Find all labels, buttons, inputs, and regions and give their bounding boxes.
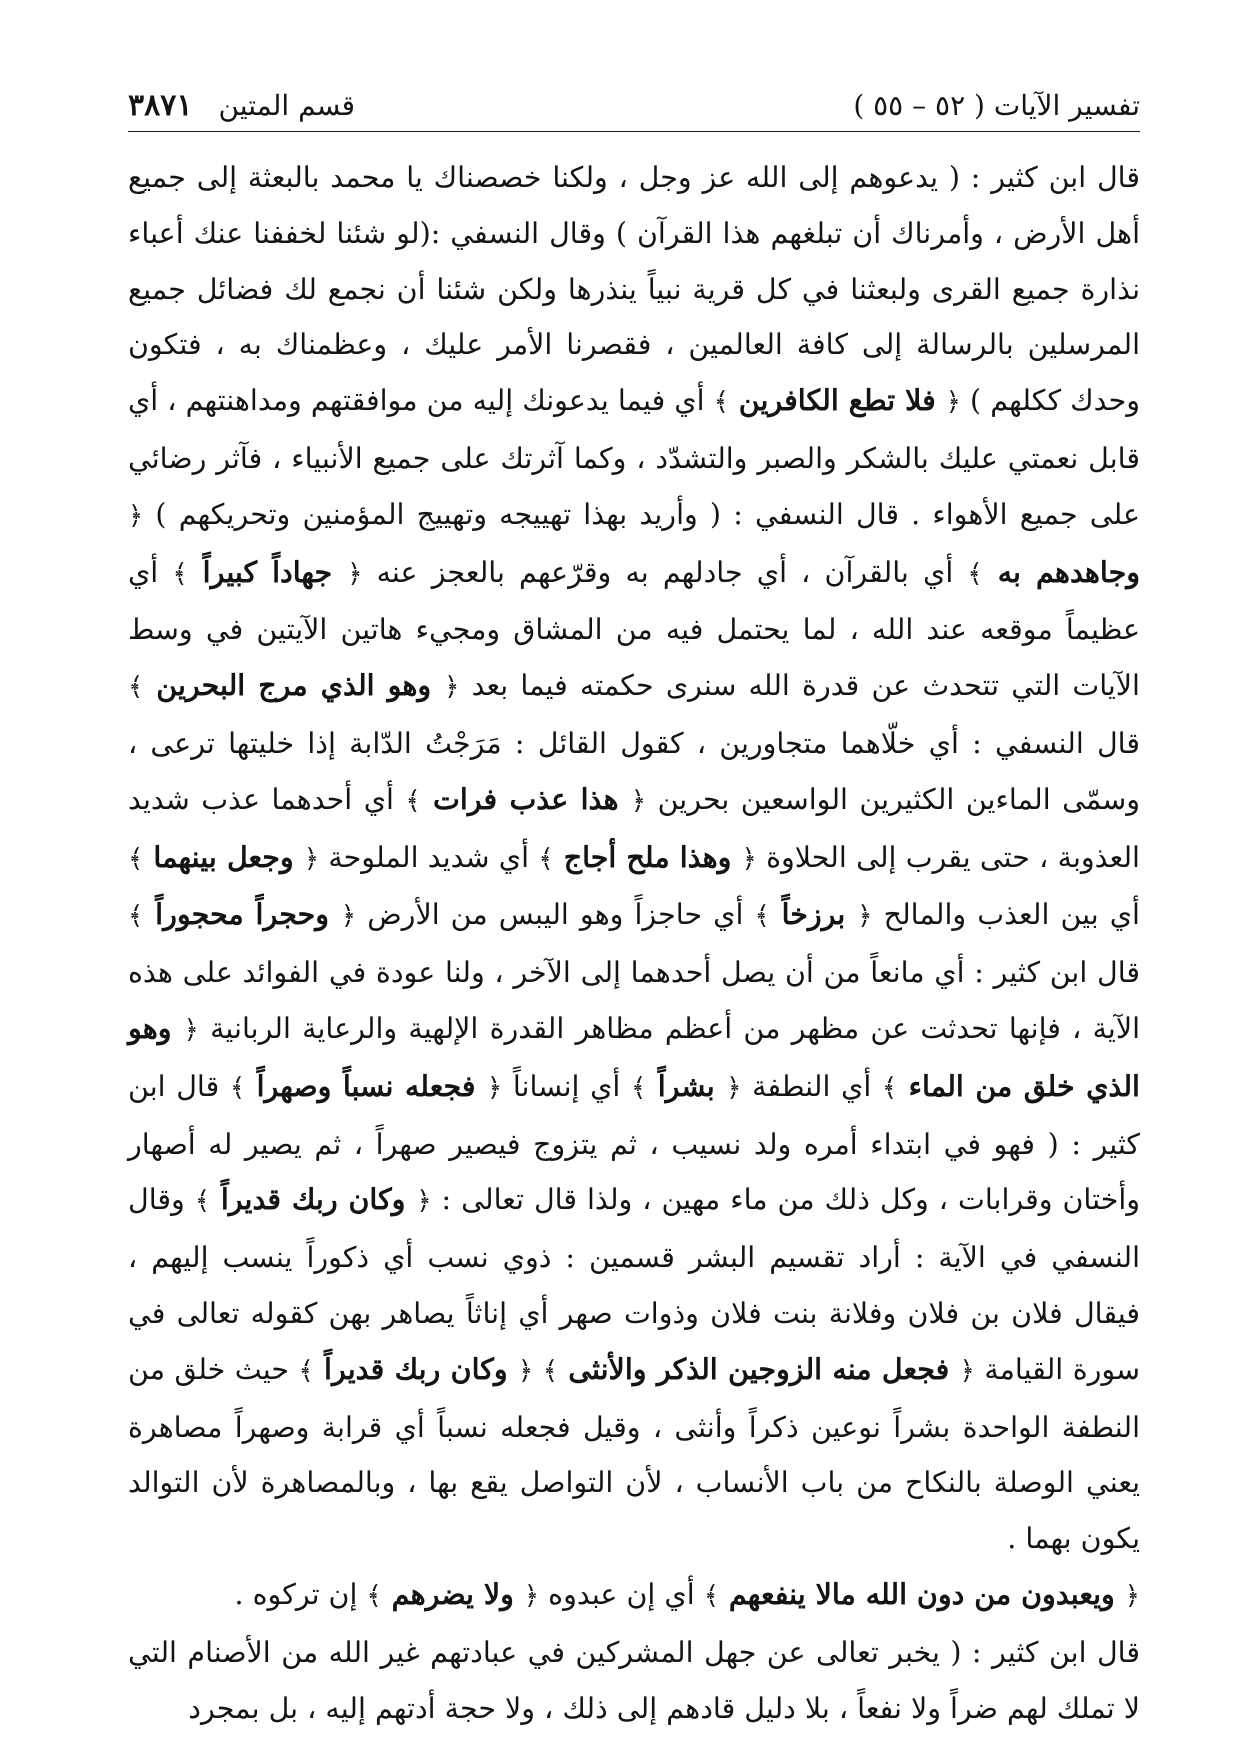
commentary-text: إن تركوه .	[234, 1577, 367, 1611]
quran-quote	[754, 897, 872, 931]
ornate-bracket-open: ﴿	[630, 785, 647, 816]
book-page	[128, 74, 1140, 1725]
quran-quote-text: فلا تطع الكافرين	[728, 383, 936, 418]
quran-quote	[128, 897, 356, 931]
paragraph	[128, 1567, 1140, 1625]
ornate-bracket-close: ﴾	[542, 1355, 558, 1386]
ornate-bracket-open: ﴿	[128, 500, 144, 531]
quran-quote-text: بشراً	[646, 1068, 715, 1103]
ornate-bracket-open: ﴿	[857, 901, 873, 932]
quran-quote	[704, 1577, 1140, 1611]
ornate-bracket-close: ﴾	[630, 1072, 647, 1103]
ornate-bracket-close: ﴾	[366, 1580, 382, 1611]
page-meta	[128, 88, 355, 123]
ornate-bracket-open: ﴿	[340, 901, 357, 932]
ornate-bracket-close: ﴾	[967, 558, 983, 589]
quran-quote-text: وجاهدهم به	[982, 554, 1140, 589]
quran-quote	[230, 1069, 502, 1103]
commentary-text: قال ابن كثير : ( يخبر تعالى عن جهل المشركين في عبادتهم غير الله من الأصنام التي لا تملك لهم ضراً ولا نفعاً ، بلا دليل قادهم إلى ذلك ، ولا حجة أدتهم إليه ، بل بمجرد	[128, 1635, 1140, 1725]
quran-quote	[195, 1182, 432, 1216]
ornate-bracket-open: ﴿	[726, 1072, 742, 1103]
quran-quote	[714, 383, 961, 417]
ornate-bracket-open: ﴿	[1124, 1580, 1140, 1611]
quran-quote	[298, 1352, 533, 1386]
ornate-bracket-close: ﴾	[405, 785, 421, 816]
quran-quote-text: وهذا ملح أجاج	[553, 839, 732, 874]
quran-quote-text: وكان ربك قديراً	[313, 1351, 508, 1386]
commentary-body	[128, 150, 1140, 1736]
quran-quote-text: فجعله نسباً وصهراً	[245, 1068, 476, 1103]
commentary-text: أي عظيماً موقعه عند الله ، لما يحتمل فيه من المشاق ومجيء هاتين الآيتين في وسط الآيات التي تتحدث عن قدرة الله سنرى حكمته فيما بعد	[128, 555, 1140, 703]
quran-quote-text: فجعل منه الزوجين الذكر والأنثى	[557, 1351, 950, 1386]
commentary-text: أي النطفة	[741, 1069, 882, 1103]
quran-quote	[538, 840, 756, 874]
commentary-text: حيث خلق من النطفة الواحدة بشراً نوعين ذكراً وأنثى ، وقيل فجعله نسباً أي قرابة وصهراً مصاهرة يعني الوصلة بالنكاح من باب الأنساب ، لأن التواصل يقع بها ، وبالمصاهرة لأن التوالد يكون بهما .	[128, 1352, 1140, 1556]
ornate-bracket-close: ﴾	[128, 672, 144, 703]
commentary-text: أي فيما يدعونك إليه من موافقتهم ومداهنتهم ، أي قابل نعمتي عليك بالشكر والصبر والتشدّد ، وكما آثرتك على جميع الأنبياء ، فآثر رضائي على جميع الأهواء . قال النسفي : ( وأريد بهذا تهييجه وتهييج المؤمنين وتحريكهم )	[128, 384, 1140, 531]
commentary-text: أي حاجزاً وهو اليبس من الأرض	[356, 898, 755, 932]
commentary-text: أي أحدهما عذب شديد العذوبة ، حتى يقرب إلى الحلاوة	[128, 782, 1140, 874]
ornate-bracket-open: ﴿	[523, 1580, 540, 1611]
commentary-text: قال ابن كثير : أي مانعاً من أن يصل أحدهما إلى الآخر ، ولنا عودة في الفوائد على هذه الآية ، فإنها تحدثت عن مظهر من أعظم مظاهر القدرة الإلهية والرعاية الربانية	[128, 956, 1140, 1045]
quran-quote	[405, 782, 646, 816]
ornate-bracket-open: ﴿	[416, 1186, 432, 1217]
quran-quote-text: وجعل بينهما	[143, 839, 294, 874]
commentary-text: قال ابن كثير : ( يدعوهم إلى الله عز وجل ، ولكنا خصصناك يا محمد بالبعثة إلى جميع أهل الأرض ، وأمرناك أن تبلغهم هذا القرآن ) وقال النسفي :(لو شئنا لخففنا عنك أعباء نذارة جميع القرى ولبعثنا في كل قرية نبياً ينذرها ولكن شئنا أن نجمع لك فضائل جميع المرسلين بالرسالة إلى كافة العالمين ، فقصرنا الأمر عليك ، وعظمناك به ، فتكون وحدك ككلهم )	[128, 161, 1140, 418]
paragraph	[128, 1625, 1140, 1737]
ornate-bracket-open: ﴿	[517, 1355, 534, 1386]
ornate-bracket-close: ﴾	[298, 1355, 314, 1386]
quran-quote	[128, 668, 459, 702]
quran-quote	[631, 1069, 742, 1103]
ornate-bracket-open: ﴿	[959, 1355, 975, 1386]
section-title: قسم المتين	[218, 88, 356, 122]
header-rule	[128, 131, 1140, 132]
paragraph	[128, 150, 1140, 1567]
ornate-bracket-close: ﴾	[194, 1186, 211, 1217]
commentary-text: أي إن عبدوه	[539, 1577, 704, 1611]
ornate-bracket-open: ﴿	[183, 1014, 199, 1045]
running-title-text: تفسير الآيات ( ٥٢ – ٥٥ )	[853, 88, 1140, 122]
quran-quote-text: وهو الذي مرج البحرين	[143, 668, 432, 703]
ornate-bracket-close: ﴾	[703, 1580, 719, 1611]
quran-quote-text: وكان ربك قديراً	[210, 1182, 406, 1217]
quran-quote-text: برزخاً	[769, 897, 846, 932]
quran-quote	[172, 555, 362, 589]
commentary-text: وقال النسفي في الآية : أراد تقسيم البشر قسمين : ذوي نسب أي ذكوراً ينسب إليهم ، فيقال فلان بن فلان وفلانة بنت فلان وذوات صهر أي إناثاً يصاهر بهن كقوله تعالى في سورة القيامة	[128, 1183, 1140, 1386]
commentary-text: قال النسفي : أي خلّاهما متجاورين ، كقول القائل : مَرَجْتُ الدّابة إذا خليتها ترعى ، وسمّى الماءين الكثيرين الواسعين بحرين	[128, 726, 1140, 816]
ornate-bracket-close: ﴾	[754, 901, 770, 932]
ornate-bracket-close: ﴾	[128, 901, 144, 932]
commentary-text	[533, 1353, 543, 1386]
ornate-bracket-open: ﴿	[487, 1072, 503, 1103]
commentary-text: قال ابن كثير : ( فهو في ابتداء أمره ولد نسيب ، ثم يتزوج فيصير صهراً ، ثم يصير له أصهار وأختان وقرابات ، وكل ذلك من ماء مهين ، ولذا قال تعالى :	[128, 1069, 1140, 1217]
ornate-bracket-open: ﴿	[347, 558, 363, 589]
ornate-bracket-open: ﴿	[444, 672, 460, 703]
ornate-bracket-close: ﴾	[128, 843, 144, 874]
quran-quote	[366, 1577, 539, 1611]
ornate-bracket-close: ﴾	[713, 387, 729, 418]
commentary-text: أي إنساناً	[502, 1069, 631, 1103]
quran-quote-text: وحجراً محجوراً	[143, 897, 329, 932]
commentary-text: أي بين العذب والمالح	[872, 898, 1140, 932]
quran-quote-text: وهو الذي خلق من الماء	[128, 1010, 1140, 1103]
running-title	[853, 89, 1140, 122]
quran-quote-text: ويعبدون من دون الله مالا ينفعهم	[718, 1576, 1115, 1611]
commentary-text: أي بالقرآن ، أي جادلهم به وقرّعهم بالعجز عنه	[362, 555, 968, 589]
quran-quote	[543, 1352, 975, 1386]
ornate-bracket-close: ﴾	[172, 558, 188, 589]
ornate-bracket-open: ﴿	[945, 387, 961, 418]
ornate-bracket-close: ﴾	[229, 1072, 246, 1103]
quran-quote-text: جهاداً كبيراً	[187, 554, 333, 589]
quran-quote-text: هذا عذب فرات	[420, 781, 619, 816]
quran-quote	[128, 840, 319, 874]
commentary-text: أي شديد الملوحة	[319, 840, 539, 874]
page-number: ٣٨٧١	[128, 87, 193, 123]
ornate-bracket-close: ﴾	[538, 843, 554, 874]
ornate-bracket-open: ﴿	[741, 843, 757, 874]
quran-quote-text: ولا يضرهم	[381, 1576, 514, 1611]
page-header	[128, 74, 1140, 136]
ornate-bracket-close: ﴾	[881, 1072, 898, 1103]
ornate-bracket-open: ﴿	[303, 843, 320, 874]
